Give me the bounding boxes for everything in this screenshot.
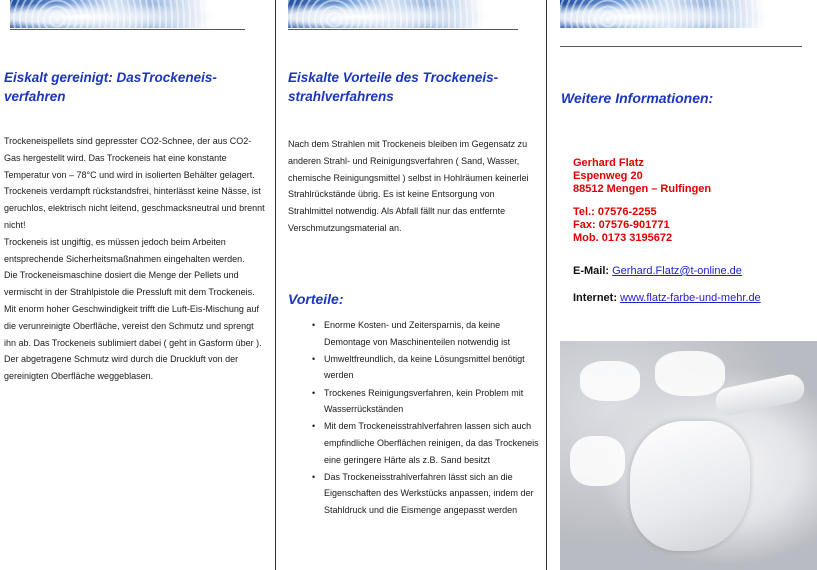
dry-ice-photo [560, 341, 817, 570]
list-item: • Umweltfreundlich, da keine Lösungsmittel benötigt werden [288, 351, 544, 384]
email-row [573, 264, 742, 278]
header-banner-image-2 [288, 0, 518, 28]
col1-paragraph: Der abgetragene Schmutz wird durch die Druckluft von der gereinigten Oberfläche weggeblasen. [4, 354, 239, 382]
col3-heading: Weitere Informationen: [561, 90, 714, 106]
contact-fax: Fax: 07576-901771 [573, 219, 670, 231]
col1-heading: Eiskalt gereinigt: DasTrockeneis-verfahren [4, 70, 217, 104]
header-rule-1 [10, 29, 245, 30]
col1-paragraph: Trockeneis ist ungiftig, es müssen jedoch beim Arbeiten entsprechende Sicherheitsmaßnahmen eingehalten werden. [4, 236, 245, 264]
contact-block [573, 157, 813, 245]
column-divider-left [275, 0, 276, 570]
vorteile-list [288, 317, 544, 519]
contact-mob: Mob. 0173 3195672 [573, 232, 673, 244]
internet-row [573, 291, 761, 305]
col2-heading: Eiskalte Vorteile des Trockeneis-strahlverfahrens [288, 70, 499, 104]
header-banner-image-1 [10, 0, 245, 28]
contact-city: 88512 Mengen – Rulfingen [573, 183, 712, 195]
column-divider-right [546, 0, 547, 570]
list-item: • Enorme Kosten- und Zeitersparnis, da keine Demontage von Maschinenteilen notwendig ist [288, 317, 544, 350]
email-link[interactable]: Gerhard.Flatz@t-online.de [612, 265, 742, 277]
list-item: • Das Trockeneisstrahlverfahren lässt sich an die Eigenschaften des Werkstücks anpassen, indem der Stahldruck und die Eismenge angepasst werden [288, 469, 544, 519]
contact-name: Gerhard Flatz [573, 157, 644, 169]
col1-body [4, 133, 266, 385]
header-rule-2 [288, 29, 518, 30]
list-item: • Trockenes Reinigungsverfahren, kein Problem mit Wasserrückständen [288, 385, 544, 418]
bullet-icon: • [312, 387, 316, 398]
internet-link[interactable]: www.flatz-farbe-und-mehr.de [620, 292, 761, 304]
bullet-icon: • [312, 320, 316, 330]
bullet-icon: • [312, 471, 316, 482]
contact-tel: Tel.: 07576-2255 [573, 206, 657, 218]
col1-paragraph: Trockeneispellets sind gepresster CO2-Schnee, der aus CO2-Gas hergestellt wird. Das Trockeneis hat eine konstante Temperatur von – 78°C und wird in isolierten Behälter gelagert. Trockeneis verdampft rückstandsfrei, hinterlässt keine Nässe, ist geruchlos, elektrisch nicht leitend, geschmacksneutral und brennt nicht! [4, 136, 265, 230]
header-rule-3 [560, 46, 802, 47]
email-label: E-Mail: [573, 265, 610, 277]
vorteile-heading: Vorteile: [288, 291, 344, 307]
list-item: • Mit dem Trockeneisstrahlverfahren lassen sich auch empfindliche Oberflächen reinigen, da das Trockeneis eine geringere Härte als z.B. Sand besitzt [288, 418, 544, 468]
bullet-icon: • [312, 421, 316, 432]
col2-intro: Nach dem Strahlen mit Trockeneis bleiben im Gegensatz zu anderen Strahl- und Reinigungsverfahren ( Sand, Wasser, chemische Reinigungsmittel ) selbst in Hohlräumen keinerlei Strahlrückstände übrig. Es ist keine Entsorgung von Strahlmittel notwendig. Als Abfall fällt nur das entfernte Verschmutzungsmaterial an. [288, 139, 529, 233]
header-banner-image-3 [560, 0, 800, 28]
internet-label: Internet: [573, 292, 617, 304]
contact-street: Espenweg 20 [573, 170, 643, 182]
col1-paragraph: Die Trockeneismaschine dosiert die Menge der Pellets und vermischt in der Strahlpistole die Pressluft mit dem Trockeneis. Mit enorm hoher Geschwindigkeit trifft die Luft-Eis-Mischung auf die verunreinigte Oberfläche, vereist den Schmutz und sprengt ihn ab. Das Trockeneis sublimiert dabei ( geht in Gasform über ). [4, 270, 262, 348]
bullet-icon: • [312, 353, 316, 364]
